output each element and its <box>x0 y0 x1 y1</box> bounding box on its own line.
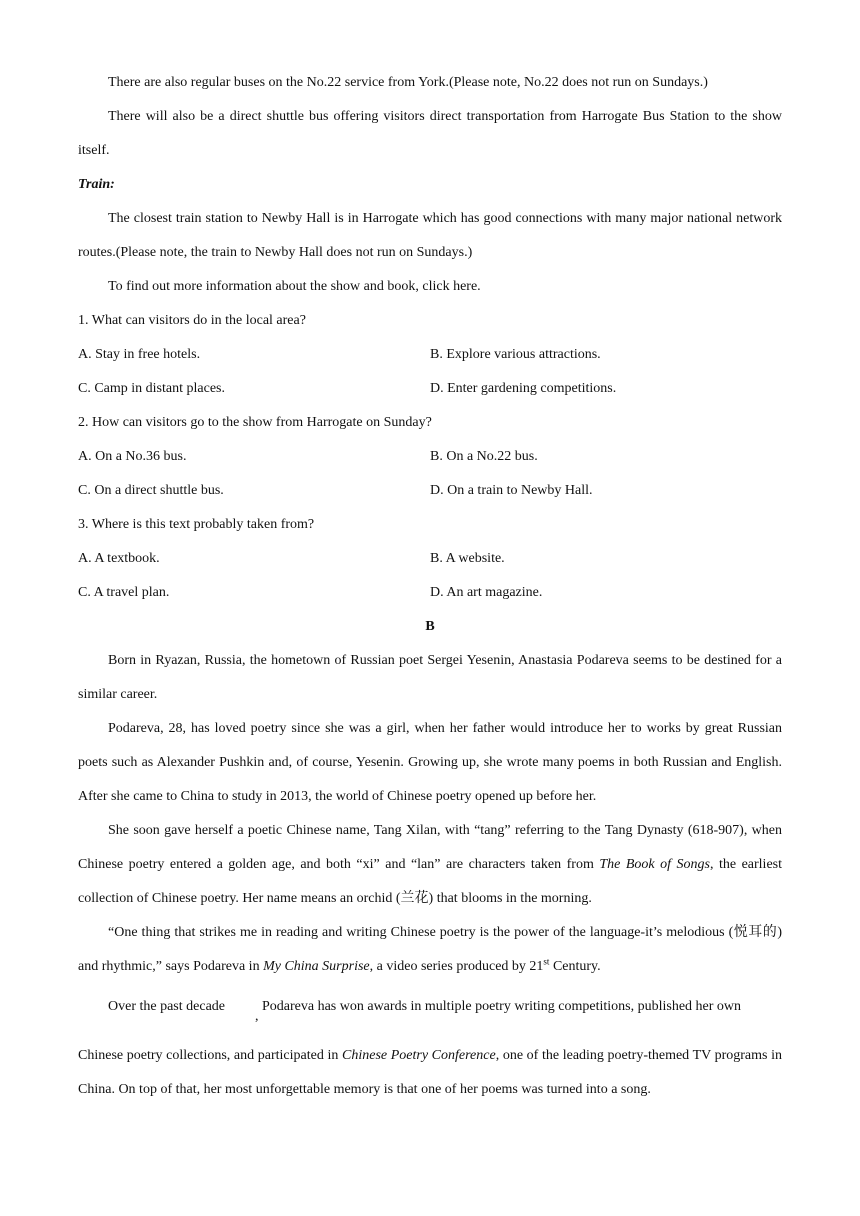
question-3 <box>78 508 782 610</box>
option-a: A. Stay in free hotels. <box>78 347 201 362</box>
program-title: Chinese Poetry Conference <box>342 1048 496 1063</box>
dropped-comma: , <box>255 1009 259 1024</box>
booking-paragraph: To find out more information about the show and book, click here. <box>108 279 481 294</box>
passage-b-paragraph-6 <box>78 1039 782 1107</box>
passage-b-paragraph-4 <box>78 916 782 984</box>
option-a: A. A textbook. <box>78 551 160 566</box>
text-run: “One thing that strikes me in reading and writing Chinese poetry is the power of the language-it’s melodious (悦耳的) and rhythmic,” says Podareva in <box>78 925 782 974</box>
ordinal-suffix: st <box>543 956 550 967</box>
passage-b-paragraph-5 <box>78 984 782 1039</box>
passage-b-paragraph-1: Born in Ryazan, Russia, the hometown of Russian poet Sergei Yesenin, Anastasia Podareva seems to be destined for a similar career. <box>78 653 782 702</box>
train-heading: Train: <box>78 177 115 192</box>
option-row <box>78 440 782 474</box>
option-b: B. A website. <box>430 551 505 566</box>
option-row <box>78 372 782 406</box>
book-title: The Book of Songs <box>599 857 710 872</box>
option-b: B. On a No.22 bus. <box>430 449 538 464</box>
question-text: 3. Where is this text probably taken from? <box>78 517 315 532</box>
option-c: C. On a direct shuttle bus. <box>78 483 224 498</box>
text-run: Podareva has won awards in multiple poetry writing competitions, published her own <box>258 999 742 1014</box>
question-text: 2. How can visitors go to the show from Harrogate on Sunday? <box>78 415 432 430</box>
option-d: D. An art magazine. <box>430 585 543 600</box>
passage-b-paragraph-2: Podareva, 28, has loved poetry since she was a girl, when her father would introduce her to works by great Russian poets such as Alexander Pushkin and, of course, Yesenin. Growing up, she wrote many poems in both Russian and English. After she came to China to study in 2013, the world of Chinese poetry opened up before her. <box>78 721 782 804</box>
option-a: A. On a No.36 bus. <box>78 449 187 464</box>
text-run: She soon gave herself a poetic Chinese name, Tang Xilan, with “tang” referring to the Tang Dynasty (618-907), when Chinese poetry entered a golden age, and both “xi” and “lan” are characters taken from <box>78 823 782 872</box>
passage-b-paragraph-3 <box>78 814 782 916</box>
option-c: C. Camp in distant places. <box>78 381 225 396</box>
option-b: B. Explore various attractions. <box>430 347 601 362</box>
question-1 <box>78 304 782 406</box>
bus-paragraph-2: There will also be a direct shuttle bus offering visitors direct transportation from Harrogate Bus Station to the show itself. <box>78 109 782 158</box>
section-b-heading: B <box>425 619 435 634</box>
option-row <box>78 338 782 372</box>
text-run: Chinese poetry collections, and participated in <box>78 1048 342 1063</box>
option-d: D. Enter gardening competitions. <box>430 381 617 396</box>
option-c: C. A travel plan. <box>78 585 170 600</box>
text-run: , a video series produced by 21 <box>369 959 544 974</box>
option-row <box>78 576 782 610</box>
option-row <box>78 474 782 508</box>
question-2 <box>78 406 782 508</box>
option-d: D. On a train to Newby Hall. <box>430 483 593 498</box>
train-paragraph: The closest train station to Newby Hall is in Harrogate which has good connections with many major national network routes.(Please note, the train to Newby Hall does not run on Sundays.) <box>78 211 782 260</box>
text-run: , the earliest collection of Chinese poetry. Her name means an orchid (兰花) that blooms in the morning. <box>78 857 782 906</box>
text-run: Century. <box>549 959 601 974</box>
text-run: , one of the leading poetry-themed TV programs in China. On top of that, her most unforgettable memory is that one of her poems was turned into a song. <box>78 1048 783 1097</box>
document-page <box>78 66 782 1107</box>
bus-paragraph-1: There are also regular buses on the No.22 service from York.(Please note, No.22 does not run on Sundays.) <box>108 75 708 90</box>
option-row <box>78 542 782 576</box>
series-title: My China Surprise <box>263 959 370 974</box>
text-run: Over the past decade <box>108 999 225 1014</box>
question-text: 1. What can visitors do in the local area? <box>78 313 306 328</box>
